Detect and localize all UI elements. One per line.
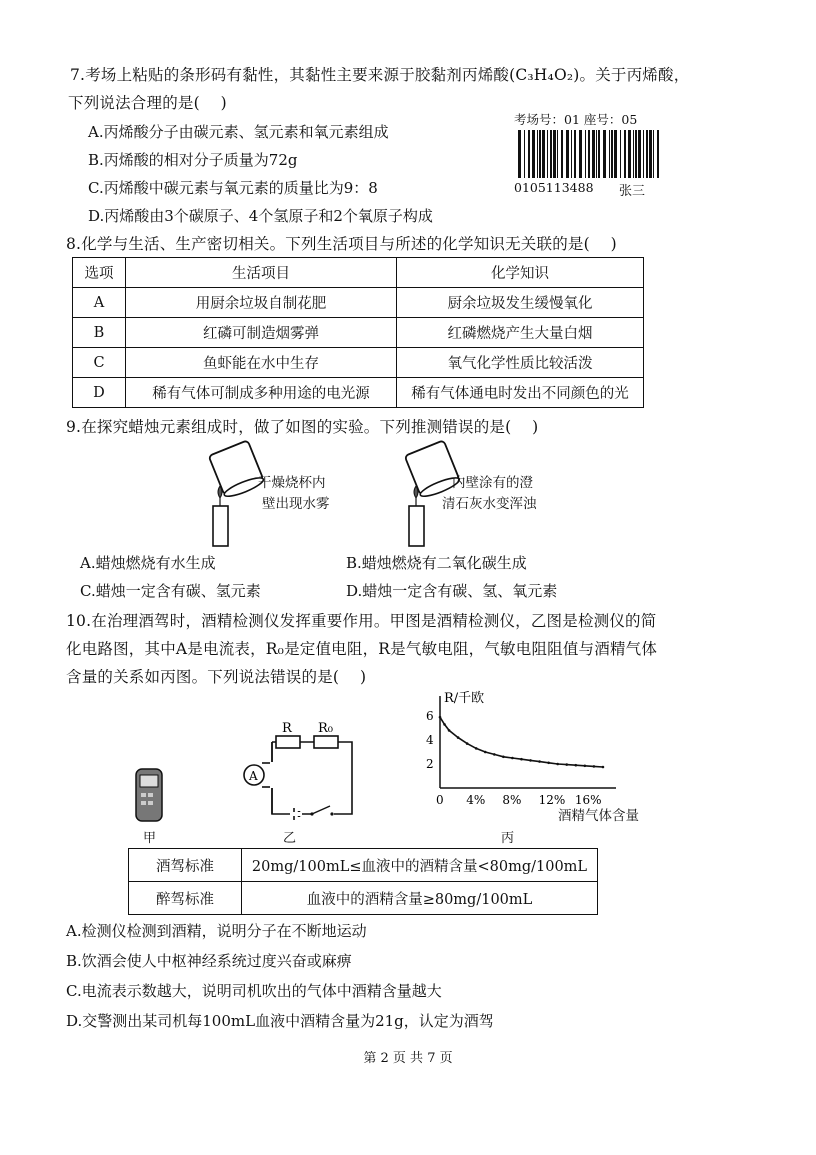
q8-cell: A	[73, 288, 126, 318]
q10-stem-line2: 化电路图，其中A是电流表，R₀是定值电阻，R是气敏电阻，气敏电阻阻值与酒精气体	[66, 640, 658, 658]
q10-stem-line1: 10.在治理酒驾时，酒精检测仪发挥重要作用。甲图是酒精检测仪，乙图是检测仪的简	[66, 612, 657, 630]
q8-table	[72, 257, 644, 408]
q8-stem: 8.化学与生活、生产密切相关。下列生活项目与所述的化学知识无关联的是( )	[66, 235, 617, 253]
barcode-bar	[653, 130, 654, 178]
circuit-label-r: R	[282, 721, 292, 736]
barcode-bar	[557, 130, 558, 178]
barcode-name: 张三	[619, 184, 646, 199]
q8-header-life: 生活项目	[126, 258, 397, 288]
table-row	[73, 288, 644, 318]
chart-x-tick-label: 12%	[538, 793, 566, 807]
chart-data-point	[520, 758, 523, 761]
chart-data-point	[584, 765, 587, 768]
table-row	[129, 882, 598, 915]
q8-cell: 鱼虾能在水中生存	[126, 348, 397, 378]
q8-cell: 红磷可制造烟雾弹	[126, 318, 397, 348]
chart-data-point	[529, 759, 532, 762]
q9-label2-line2: 清石灰水变浑浊	[442, 496, 537, 512]
q8-header-option: 选项	[73, 258, 126, 288]
q8-cell: 稀有气体可制成多种用途的电光源	[126, 378, 397, 408]
q10-stem-line3: 含量的关系如丙图。下列说法错误的是( )	[66, 668, 367, 686]
q9-option-a: A.蜡烛燃烧有水生成	[80, 554, 216, 572]
q8-cell: 红磷燃烧产生大量白烟	[397, 318, 644, 348]
q8-header-chem: 化学知识	[397, 258, 644, 288]
chart-data-point	[547, 762, 550, 765]
q10-option-b: B.饮酒会使人中枢神经系统过度兴奋或麻痹	[66, 952, 352, 970]
barcode-bar	[609, 130, 610, 178]
barcode-bar	[524, 130, 525, 178]
q7-option-d: D.丙烯酸由3个碳原子、4个氢原子和2个氧原子构成	[88, 207, 433, 225]
barcode-bar	[643, 130, 644, 178]
q9-label1-line1: 干燥烧杯内	[258, 475, 326, 491]
barcode-bar	[633, 130, 634, 178]
barcode-bar	[532, 130, 535, 178]
barcode-bar	[566, 130, 569, 178]
page-footer: 第 2 页 共 7 页	[363, 1051, 453, 1066]
chart-data-point	[538, 760, 541, 763]
q10-cell: 20mg/100mL≤血液中的酒精含量<80mg/100mL	[242, 849, 598, 882]
chart-data-point	[574, 764, 577, 767]
chart-data-point	[556, 763, 559, 766]
circuit-label-a: A	[249, 769, 258, 783]
resistor-r	[276, 736, 300, 748]
fig-bing-label: 丙	[501, 831, 515, 846]
barcode-bar	[571, 130, 572, 178]
barcode-label	[512, 110, 662, 200]
barcode-bar	[649, 130, 652, 178]
chart-y-tick-label: 2	[426, 757, 434, 771]
barcode-bar	[561, 130, 563, 178]
barcode-bar	[657, 130, 659, 178]
barcode-bar	[638, 130, 641, 178]
q10-standard-table	[128, 848, 598, 915]
resistance-chart	[420, 690, 620, 820]
chart-x-tick-label: 8%	[502, 793, 522, 807]
q7-stem-line2: 下列说法合理的是( )	[68, 94, 227, 112]
barcode-bar	[646, 130, 648, 178]
chart-data-point	[493, 753, 496, 756]
barcode-header: 考场号：01 座号：05	[514, 112, 638, 127]
q7-option-b: B.丙烯酸的相对分子质量为72g	[88, 151, 298, 169]
chart-data-point	[475, 747, 478, 750]
barcode-bar	[579, 130, 582, 178]
table-row	[129, 849, 598, 882]
q7-stem-line1: 7.考场上粘贴的条形码有黏性，其黏性主要来源于胶黏剂丙烯酸(C₃H₄O₂)。关于丙烯酸，	[70, 66, 690, 84]
breathalyzer-device-icon	[132, 765, 168, 825]
q8-header-row	[73, 258, 644, 288]
barcode-bar	[635, 130, 637, 178]
barcode-number: 0105113488	[514, 180, 594, 195]
fig-yi-label: 乙	[283, 831, 297, 846]
q8-cell: 氧气化学性质比较活泼	[397, 348, 644, 378]
chart-data-point	[484, 751, 487, 754]
barcode-bar	[603, 130, 606, 178]
q10-cell: 醉驾标准	[129, 882, 242, 915]
barcode-bar	[518, 130, 521, 178]
q10-option-c: C.电流表示数越大，说明司机吹出的气体中酒精含量越大	[66, 982, 442, 1000]
q8-cell: C	[73, 348, 126, 378]
table-row	[73, 378, 644, 408]
barcode-bar	[550, 130, 552, 178]
q7-option-c: C.丙烯酸中碳元素与氧元素的质量比为9：8	[88, 179, 378, 197]
chart-data-point	[511, 757, 514, 760]
barcode-bar	[611, 130, 613, 178]
chart-data-point	[448, 729, 451, 732]
q8-cell: 用厨余垃圾自制花肥	[126, 288, 397, 318]
barcode-bar	[628, 130, 631, 178]
table-row	[73, 348, 644, 378]
q9-option-c: C.蜡烛一定含有碳、氢元素	[80, 582, 261, 600]
chart-y-label: R/千欧	[444, 691, 485, 706]
fig-jia-label: 甲	[143, 831, 157, 846]
q9-stem: 9.在探究蜡烛元素组成时，做了如图的实验。下列推测错误的是( )	[66, 418, 539, 436]
chart-data-point	[439, 716, 442, 719]
barcode-bar	[574, 130, 576, 178]
chart-data-point	[593, 765, 596, 768]
circuit-diagram	[232, 718, 362, 828]
table-row	[73, 318, 644, 348]
barcode-bar	[585, 130, 586, 178]
barcode-bar	[588, 130, 590, 178]
resistor-r0	[314, 736, 338, 748]
q10-cell: 酒驾标准	[129, 849, 242, 882]
circuit-label-r0: R₀	[318, 721, 333, 736]
barcode-bar	[596, 130, 597, 178]
chart-data-point	[602, 766, 605, 769]
barcode-bar	[547, 130, 548, 178]
chart-x-tick-label: 16%	[574, 793, 602, 807]
chart-data-point	[502, 756, 505, 759]
chart-y-tick-label: 6	[426, 709, 434, 723]
barcode-bar	[592, 130, 595, 178]
q10-cell: 血液中的酒精含量≥80mg/100mL	[242, 882, 598, 915]
chart-data-point	[466, 742, 469, 745]
q8-cell: D	[73, 378, 126, 408]
q9-option-b: B.蜡烛燃烧有二氧化碳生成	[346, 554, 527, 572]
q9-option-d: D.蜡烛一定含有碳、氢、氧元素	[346, 582, 558, 600]
chart-y-tick-label: 4	[426, 733, 434, 747]
q8-cell: 厨余垃圾发生缓慢氧化	[397, 288, 644, 318]
chart-x-label: 酒精气体含量	[558, 808, 639, 824]
q8-cell: 稀有气体通电时发出不同颜色的光	[397, 378, 644, 408]
barcode-bar	[542, 130, 545, 178]
q9-label1-line2: 壁出现水雾	[262, 496, 330, 512]
barcode-bar	[598, 130, 600, 178]
chart-x-tick-label: 4%	[466, 793, 486, 807]
q10-option-d: D.交警测出某司机每100mL血液中酒精含量为21g，认定为酒驾	[66, 1012, 494, 1030]
chart-x-tick-label: 0	[436, 793, 444, 807]
q9-label2-line1: 内壁涂有的澄	[452, 475, 533, 491]
barcode-bar	[620, 130, 621, 178]
barcode-bar	[537, 130, 538, 178]
barcode-bar	[614, 130, 617, 178]
barcode-bar	[528, 130, 530, 178]
barcode-bar	[553, 130, 556, 178]
q7-option-a: A.丙烯酸分子由碳元素、氢元素和氧元素组成	[88, 123, 389, 141]
q8-cell: B	[73, 318, 126, 348]
chart-data-point	[443, 723, 446, 726]
chart-data-point	[457, 736, 460, 739]
q10-option-a: A.检测仪检测到酒精，说明分子在不断地运动	[66, 922, 367, 940]
barcode-image	[516, 130, 664, 180]
chart-data-point	[565, 763, 568, 766]
barcode-bar	[624, 130, 626, 178]
barcode-bar	[539, 130, 541, 178]
